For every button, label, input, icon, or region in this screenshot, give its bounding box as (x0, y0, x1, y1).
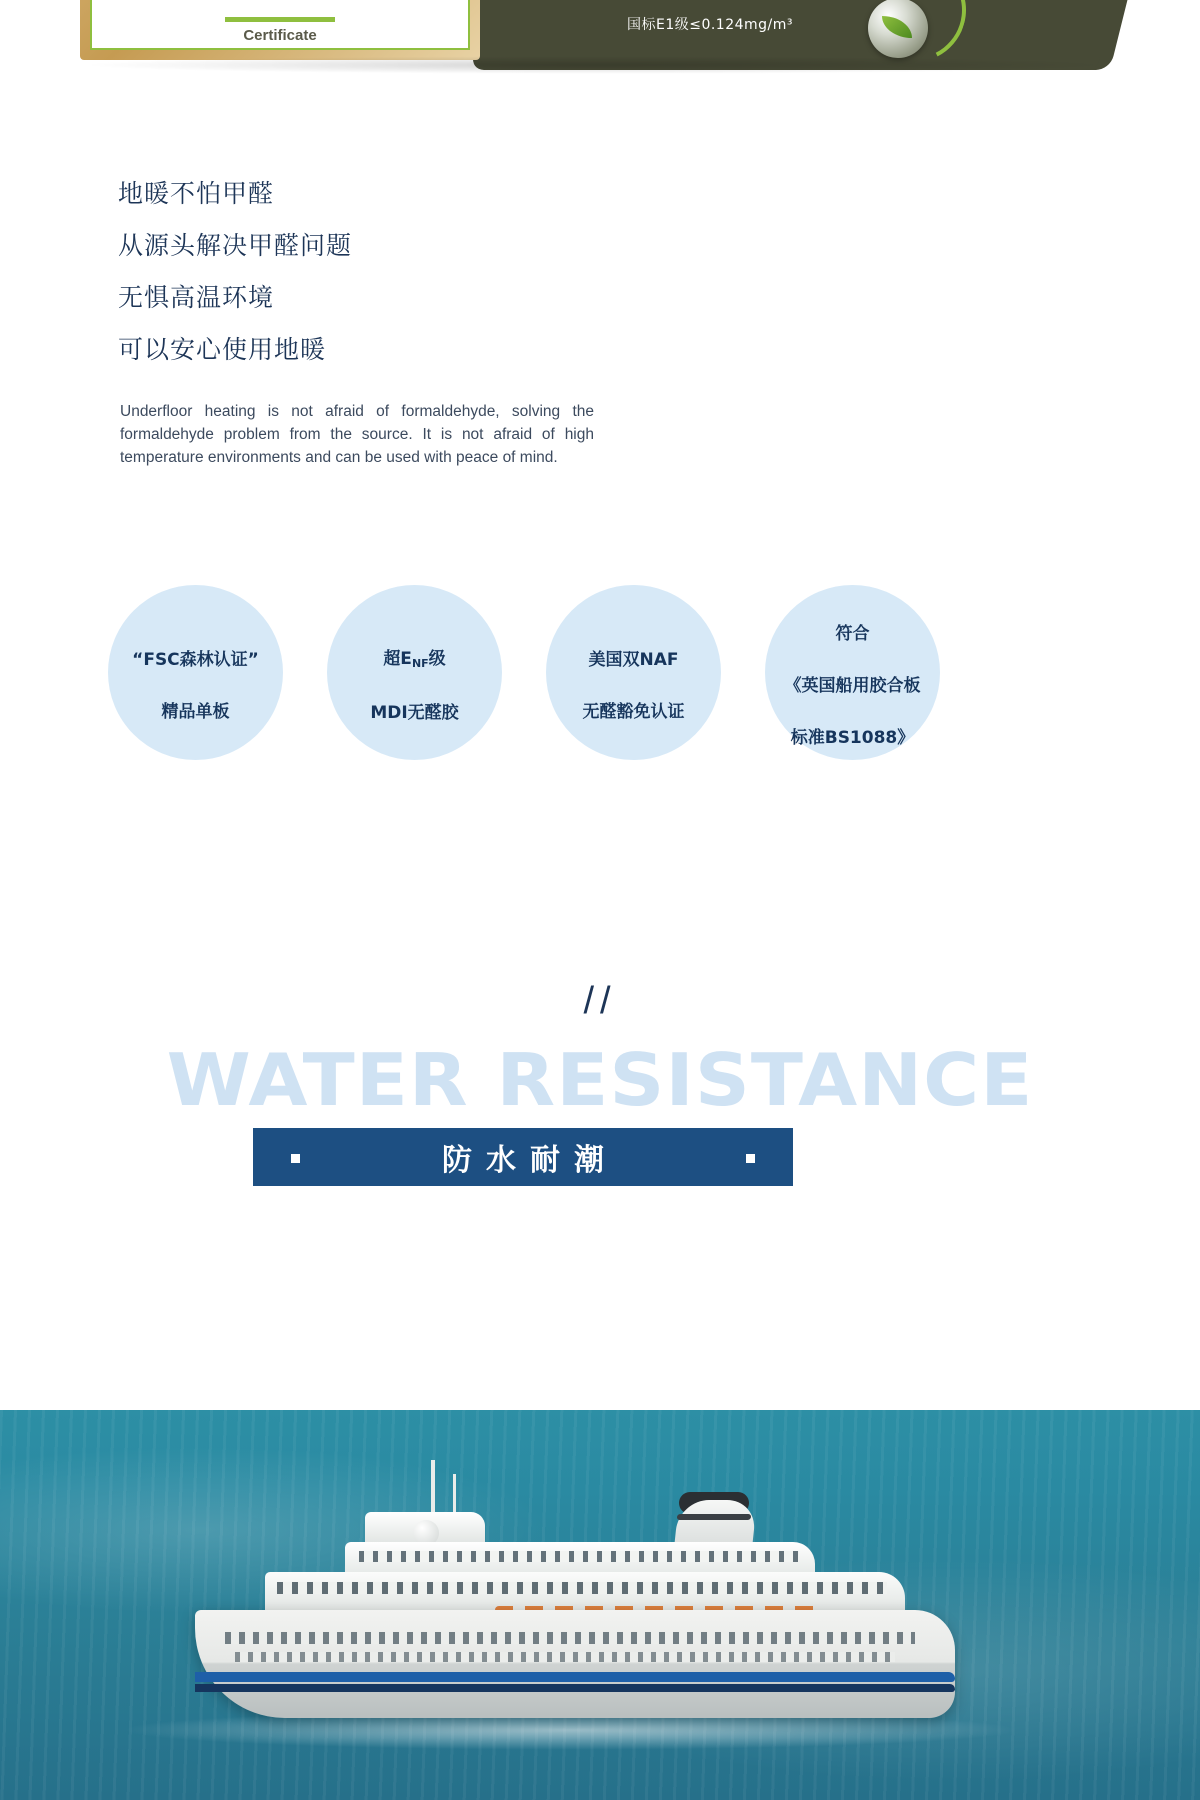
ship-hull-windows-row1 (225, 1632, 915, 1644)
certification-circle-fsc-label (132, 621, 259, 725)
ship-upper-deck-windows (359, 1551, 799, 1562)
certification-circle-enf (327, 585, 502, 760)
headline-group (118, 168, 758, 376)
section-title-bar (253, 1128, 793, 1186)
headline-line-2: 从源头解决甲醛问题 (118, 231, 353, 260)
ship-hull-blue-stripe (195, 1672, 955, 1682)
certification-circle-enf-label (370, 620, 458, 726)
ship-main-deck-windows (277, 1582, 887, 1594)
certificate-frame-inner (90, 0, 470, 50)
certificate-green-bar (225, 17, 335, 22)
certification-circles (108, 585, 1088, 765)
ship-hull-windows-row2 (235, 1652, 895, 1662)
cert-bs-line2: 《英国船用胶合板 (784, 675, 921, 696)
certification-circle-naf (546, 585, 721, 760)
certificate-frame (80, 0, 480, 60)
section-big-word: WATER RESISTANCE (166, 1038, 1034, 1122)
section-slash-decoration: // (583, 980, 617, 1022)
cert-naf-line2: 无醛豁免认证 (582, 701, 685, 722)
certificate-caption: Certificate (243, 27, 317, 44)
leaf-shape-icon (882, 16, 912, 38)
ship-mast-icon (431, 1460, 435, 1516)
cert-bs-line1: 符合 (835, 623, 870, 644)
headline-line-3: 无惧高温环境 (118, 283, 275, 312)
english-description: Underfloor heating is not afraid of formaldehyde, solving the formaldehyde problem from the source. It is not afraid of high temperature environments and can be used with peace of mind. (120, 403, 594, 466)
banner-shadow (80, 56, 1120, 74)
top-banner (0, 0, 1200, 80)
leaf-orb-icon (868, 0, 928, 58)
cert-enf-prefix: 超E (383, 648, 412, 669)
title-dot-right-icon (746, 1154, 755, 1163)
title-dot-left-icon (291, 1154, 300, 1163)
ship-hull (195, 1610, 955, 1718)
certification-circle-bs1088 (765, 585, 940, 760)
cert-fsc-line1: “FSC森林认证” (132, 649, 259, 670)
headline-line-4: 可以安心使用地暖 (118, 335, 327, 364)
cert-enf-subscript: NF (411, 656, 429, 670)
headline-line-1: 地暖不怕甲醛 (118, 179, 275, 208)
cert-bs-line3: 标准BS1088》 (790, 727, 915, 748)
ship-funnel-band (677, 1514, 752, 1520)
cert-naf-line1: 美国双NAF (588, 649, 679, 670)
cert-enf-suffix: 级 (428, 648, 446, 669)
cruise-ship (195, 1498, 955, 1728)
ship-hull-navy-stripe (195, 1684, 955, 1692)
ship-upper-deck (345, 1542, 815, 1576)
certification-circle-naf-label (583, 621, 685, 725)
cruise-ship-photo (0, 1410, 1200, 1800)
certification-circle-fsc (108, 585, 283, 760)
section-title-text: 防水耐潮 (442, 1143, 618, 1178)
e1-standard-badge: 国标E1级≤0.124mg/m³ (626, 17, 794, 33)
ship-mast-secondary-icon (453, 1474, 456, 1516)
certification-circle-bs1088-label (785, 595, 921, 751)
cert-enf-line2: MDI无醛胶 (370, 702, 459, 723)
cert-fsc-line2: 精品单板 (161, 701, 230, 722)
